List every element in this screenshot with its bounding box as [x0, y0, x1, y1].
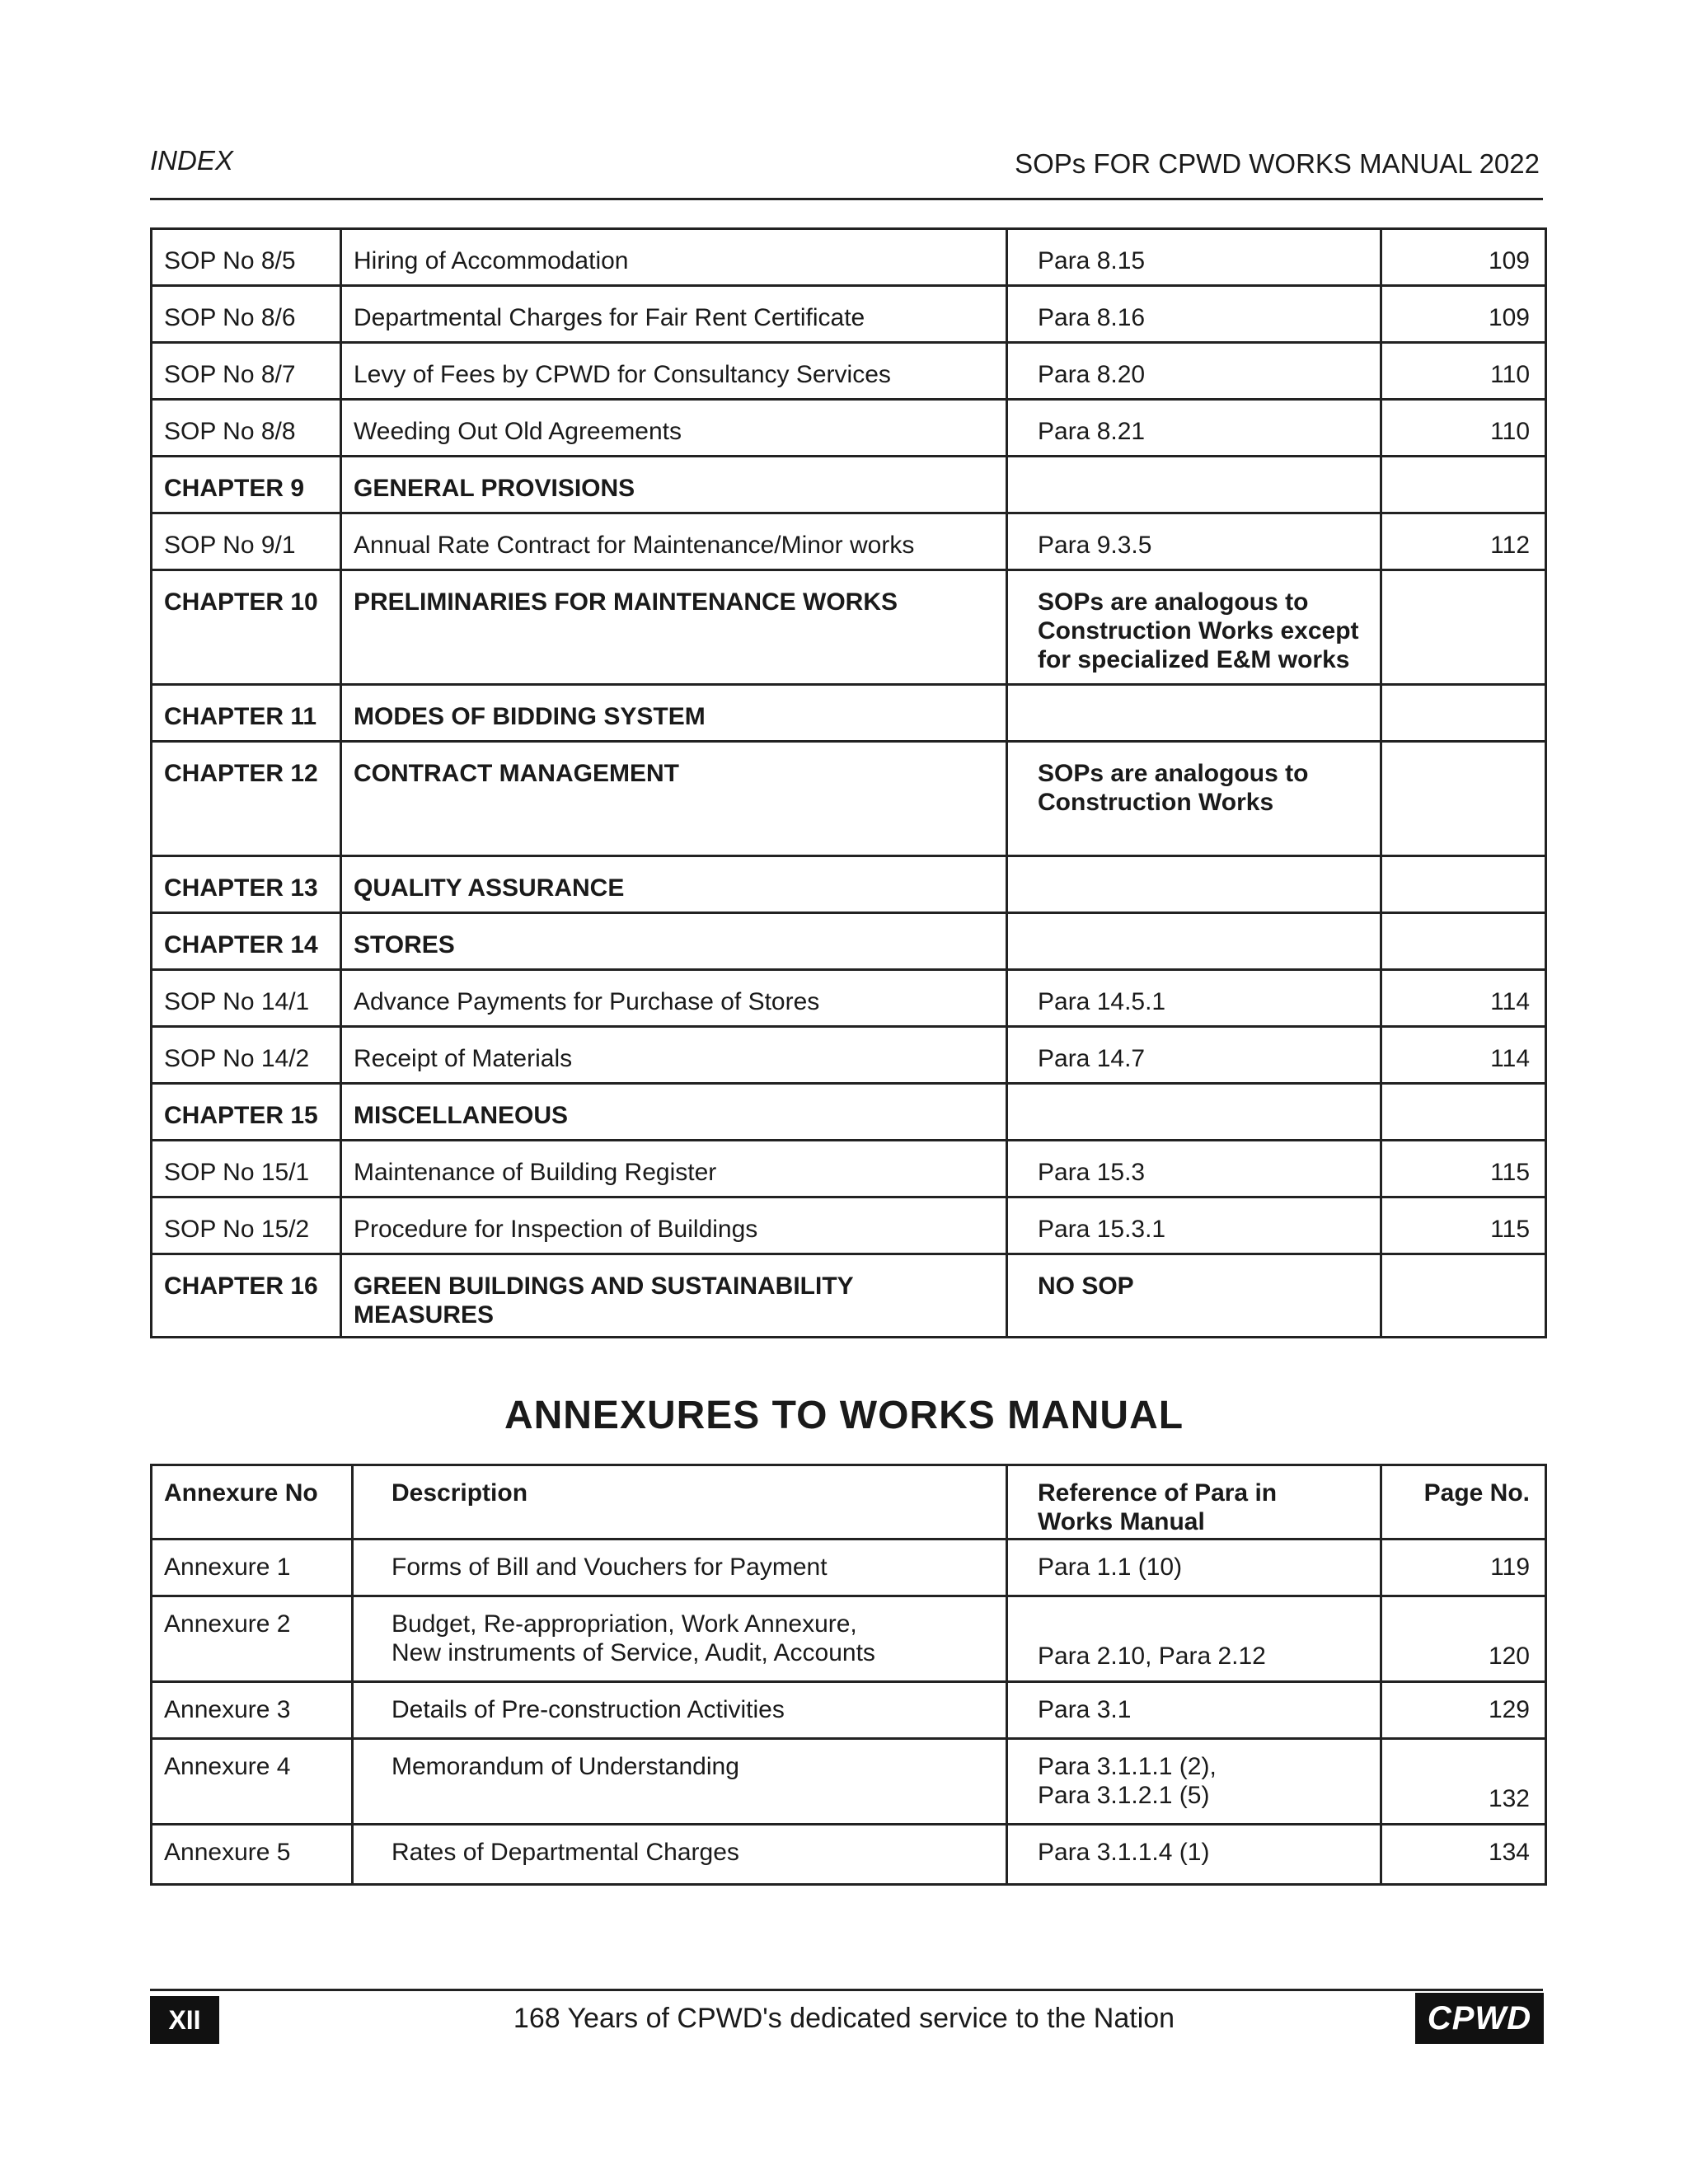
sop-title: Weeding Out Old Agreements — [341, 400, 1007, 457]
para-ref: SOPs are analogous to Construction Works — [1007, 742, 1381, 856]
sop-id: SOP No 9/1 — [152, 513, 341, 570]
col-header-annexure-no: Annexure No — [152, 1465, 353, 1540]
chapter-title: GENERAL PROVISIONS — [341, 457, 1007, 513]
sop-title: Receipt of Materials — [341, 1027, 1007, 1084]
sop-id: SOP No 15/1 — [152, 1141, 341, 1197]
page-no — [1381, 570, 1546, 685]
para-ref: Para 15.3.1 — [1007, 1197, 1381, 1254]
page-no: 110 — [1381, 343, 1546, 400]
page-no: 129 — [1381, 1682, 1546, 1739]
para-ref — [1007, 457, 1381, 513]
page-no: 134 — [1381, 1825, 1546, 1885]
index-table — [150, 227, 1547, 1338]
page-no: 115 — [1381, 1141, 1546, 1197]
annexure-description: Rates of Departmental Charges — [353, 1825, 1007, 1885]
para-ref: Para 3.1 — [1007, 1682, 1381, 1739]
annexures-table — [150, 1464, 1547, 1886]
footer-tagline: 168 Years of CPWD's dedicated service to the Nation — [513, 2003, 1175, 2034]
sop-id: SOP No 14/1 — [152, 970, 341, 1027]
para-ref: SOPs are analogous to Construction Works except for specialized E&M works — [1007, 570, 1381, 685]
table-row — [152, 1197, 1546, 1254]
para-ref: Para 3.1.1.1 (2), Para 3.1.2.1 (5) — [1007, 1739, 1381, 1825]
sop-id: SOP No 14/2 — [152, 1027, 341, 1084]
header-section-label: INDEX — [150, 145, 233, 176]
page-no — [1381, 457, 1546, 513]
para-ref — [1007, 913, 1381, 970]
para-ref: Para 8.16 — [1007, 286, 1381, 343]
page-no: 114 — [1381, 1027, 1546, 1084]
chapter-title: GREEN BUILDINGS AND SUSTAINABILITY MEASURES — [341, 1254, 1007, 1338]
sop-title: Annual Rate Contract for Maintenance/Minor works — [341, 513, 1007, 570]
chapter-id: CHAPTER 11 — [152, 685, 341, 742]
table-row — [152, 1027, 1546, 1084]
para-ref: Para 8.20 — [1007, 343, 1381, 400]
para-ref: Para 8.21 — [1007, 400, 1381, 457]
page-no: 115 — [1381, 1197, 1546, 1254]
sop-title: Procedure for Inspection of Buildings — [341, 1197, 1007, 1254]
sop-id: SOP No 8/6 — [152, 286, 341, 343]
sop-id: SOP No 15/2 — [152, 1197, 341, 1254]
table-header-row — [152, 1465, 1546, 1540]
sop-id: SOP No 8/7 — [152, 343, 341, 400]
annexure-description: Budget, Re-appropriation, Work Annexure, New instruments of Service, Audit, Accounts — [353, 1596, 1007, 1682]
chapter-id: CHAPTER 9 — [152, 457, 341, 513]
table-row — [152, 1596, 1546, 1682]
sop-id: SOP No 8/8 — [152, 400, 341, 457]
page-no: 112 — [1381, 513, 1546, 570]
chapter-row — [152, 457, 1546, 513]
chapter-id: CHAPTER 10 — [152, 570, 341, 685]
chapter-id: CHAPTER 14 — [152, 913, 341, 970]
page-no: 119 — [1381, 1540, 1546, 1596]
chapter-row — [152, 742, 1546, 856]
page-no: 109 — [1381, 229, 1546, 286]
table-row — [152, 229, 1546, 286]
page-number: XII — [150, 1996, 219, 2044]
annexure-no: Annexure 4 — [152, 1739, 353, 1825]
chapter-id: CHAPTER 16 — [152, 1254, 341, 1338]
col-header-page-no: Page No. — [1381, 1465, 1546, 1540]
chapter-id: CHAPTER 13 — [152, 856, 341, 913]
annexure-no: Annexure 5 — [152, 1825, 353, 1885]
para-ref — [1007, 685, 1381, 742]
chapter-id: CHAPTER 15 — [152, 1084, 341, 1141]
chapter-title: QUALITY ASSURANCE — [341, 856, 1007, 913]
para-ref: Para 8.15 — [1007, 229, 1381, 286]
para-ref — [1007, 856, 1381, 913]
page-no — [1381, 1254, 1546, 1338]
annexure-description: Details of Pre-construction Activities — [353, 1682, 1007, 1739]
page-no — [1381, 856, 1546, 913]
chapter-row — [152, 570, 1546, 685]
para-ref: Para 14.7 — [1007, 1027, 1381, 1084]
table-row — [152, 400, 1546, 457]
page-no — [1381, 913, 1546, 970]
chapter-title: STORES — [341, 913, 1007, 970]
col-header-description: Description — [353, 1465, 1007, 1540]
cpwd-logo-text: CPWD — [1427, 2000, 1532, 2036]
annexure-description: Forms of Bill and Vouchers for Payment — [353, 1540, 1007, 1596]
col-header-reference: Reference of Para in Works Manual — [1007, 1465, 1381, 1540]
annexure-no: Annexure 1 — [152, 1540, 353, 1596]
para-ref: Para 1.1 (10) — [1007, 1540, 1381, 1596]
table-row — [152, 1682, 1546, 1739]
sop-title: Levy of Fees by CPWD for Consultancy Services — [341, 343, 1007, 400]
chapter-title: CONTRACT MANAGEMENT — [341, 742, 1007, 856]
page-no: 120 — [1381, 1596, 1546, 1682]
page-no: 110 — [1381, 400, 1546, 457]
para-ref: Para 15.3 — [1007, 1141, 1381, 1197]
sop-title: Maintenance of Building Register — [341, 1141, 1007, 1197]
page-no: 132 — [1381, 1739, 1546, 1825]
table-row — [152, 1141, 1546, 1197]
cpwd-logo — [1415, 1993, 1544, 2044]
page-no — [1381, 1084, 1546, 1141]
sop-title: Departmental Charges for Fair Rent Certificate — [341, 286, 1007, 343]
sop-title: Hiring of Accommodation — [341, 229, 1007, 286]
table-row — [152, 513, 1546, 570]
sop-id: SOP No 8/5 — [152, 229, 341, 286]
page-no — [1381, 685, 1546, 742]
chapter-row — [152, 856, 1546, 913]
annexure-description: Memorandum of Understanding — [353, 1739, 1007, 1825]
table-row — [152, 1739, 1546, 1825]
page-no: 114 — [1381, 970, 1546, 1027]
chapter-row — [152, 913, 1546, 970]
para-ref: Para 3.1.1.4 (1) — [1007, 1825, 1381, 1885]
chapter-row — [152, 685, 1546, 742]
chapter-title: MISCELLANEOUS — [341, 1084, 1007, 1141]
annexures-title: ANNEXURES TO WORKS MANUAL — [504, 1394, 1184, 1437]
table-row — [152, 343, 1546, 400]
chapter-row — [152, 1254, 1546, 1338]
table-row — [152, 1825, 1546, 1885]
para-ref: Para 2.10, Para 2.12 — [1007, 1596, 1381, 1682]
para-ref — [1007, 1084, 1381, 1141]
header-manual-title: SOPs FOR CPWD WORKS MANUAL 2022 — [1015, 148, 1540, 179]
para-ref: Para 9.3.5 — [1007, 513, 1381, 570]
para-ref: Para 14.5.1 — [1007, 970, 1381, 1027]
chapter-title: PRELIMINARIES FOR MAINTENANCE WORKS — [341, 570, 1007, 685]
table-row — [152, 1540, 1546, 1596]
footer-divider — [150, 1989, 1543, 1991]
para-ref: NO SOP — [1007, 1254, 1381, 1338]
sop-title: Advance Payments for Purchase of Stores — [341, 970, 1007, 1027]
table-row — [152, 286, 1546, 343]
header-divider — [150, 198, 1543, 200]
page-no — [1381, 742, 1546, 856]
table-row — [152, 970, 1546, 1027]
page-no: 109 — [1381, 286, 1546, 343]
annexure-no: Annexure 3 — [152, 1682, 353, 1739]
chapter-id: CHAPTER 12 — [152, 742, 341, 856]
annexure-no: Annexure 2 — [152, 1596, 353, 1682]
chapter-row — [152, 1084, 1546, 1141]
chapter-title: MODES OF BIDDING SYSTEM — [341, 685, 1007, 742]
